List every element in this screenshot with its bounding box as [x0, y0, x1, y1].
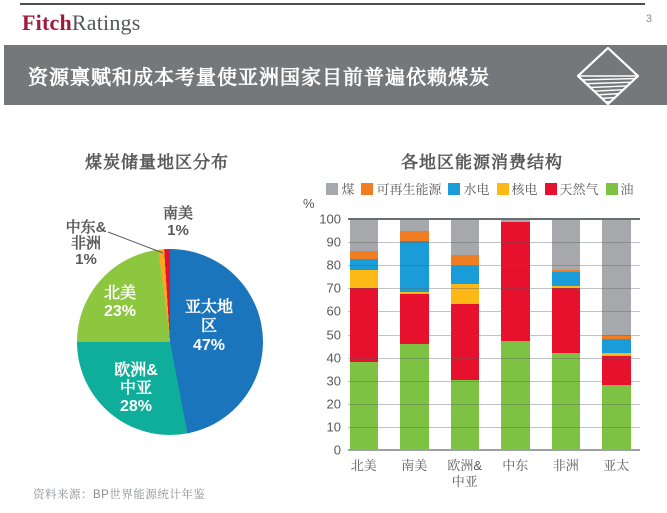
bar-segment-天然气	[400, 294, 429, 344]
legend-item-天然气	[545, 179, 599, 198]
y-tick-label-100: 100	[319, 211, 341, 227]
legend-item-水电	[448, 179, 489, 198]
grid-line-40	[348, 358, 640, 359]
bar-segment-油	[602, 385, 631, 450]
bar-chart-title: 各地区能源消费结构	[401, 153, 563, 172]
y-tick-label-70: 70	[326, 280, 341, 296]
bar-segment-天然气	[451, 304, 480, 379]
bar-segment-核电	[451, 284, 480, 305]
legend-item-核电	[497, 179, 538, 198]
bar-segment-核电	[602, 353, 631, 356]
pie-slice-label: 欧洲& 中亚 28%	[114, 362, 158, 415]
bar-segment-水电	[451, 266, 480, 283]
y-tick-label-80: 80	[326, 257, 341, 273]
x-category-label-非洲: 非洲	[552, 458, 579, 473]
bar-segment-可再生能源	[400, 231, 429, 241]
legend-item-可再生能源	[361, 179, 441, 198]
grid-line-50	[348, 335, 640, 336]
grid-line-60	[348, 311, 640, 312]
slide-title-bar	[4, 45, 667, 105]
source-note: 资料来源：BP世界能源统计年鉴	[33, 489, 206, 501]
legend-swatch-油	[606, 183, 618, 195]
pie-slice-label: 亚太地 区 47%	[184, 299, 234, 354]
legend-swatch-核电	[497, 183, 509, 195]
x-category-label-中东: 中东	[502, 458, 529, 473]
x-category-label-北美: 北美	[350, 458, 377, 473]
legend-label: 天然气	[559, 182, 599, 197]
grid-line-20	[348, 404, 640, 405]
bar-segment-煤	[400, 219, 429, 231]
bar-segment-煤	[602, 219, 631, 335]
legend-item-煤	[326, 179, 354, 198]
x-category-label-亚太: 亚太	[603, 458, 630, 473]
pie-slice-label: 北美 23%	[103, 285, 137, 320]
grid-line-90	[348, 242, 640, 243]
y-tick-label-90: 90	[326, 234, 341, 250]
bar-segment-水电	[400, 241, 429, 292]
y-tick-label-10: 10	[326, 419, 341, 435]
bar-segment-煤	[552, 219, 581, 270]
y-tick-label-20: 20	[326, 396, 341, 412]
slide-title: 资源禀赋和成本考量使亚洲国家目前普遍依赖煤炭	[28, 66, 490, 89]
y-tick-label-40: 40	[326, 350, 341, 366]
grid-line-30	[348, 381, 640, 382]
grid-line-100	[348, 218, 640, 220]
page-number: 3	[645, 13, 652, 25]
bar-segment-油	[400, 344, 429, 450]
coal-reserves-pie-chart	[77, 249, 263, 435]
fitch-diamond-icon	[577, 47, 639, 110]
y-tick-label-60: 60	[326, 303, 341, 319]
bar-segment-可再生能源	[552, 270, 581, 272]
legend-label: 煤	[341, 182, 355, 197]
grid-line-70	[348, 288, 640, 289]
legend-label: 水电	[463, 182, 490, 197]
logo-text-ratings: Ratings	[71, 10, 141, 35]
bar-segment-煤	[451, 219, 480, 255]
bar-segment-可再生能源	[350, 251, 379, 259]
grid-line-80	[348, 265, 640, 266]
y-tick-label-0: 0	[333, 442, 341, 458]
legend-label: 油	[620, 182, 634, 197]
legend-label: 核电	[511, 182, 538, 197]
logo-text-fitch: Fitch	[22, 10, 72, 35]
bar-segment-油	[350, 362, 379, 450]
legend-swatch-煤	[326, 183, 338, 195]
bar-segment-水电	[552, 272, 581, 286]
bar-segment-核电	[350, 270, 379, 288]
bar-segment-天然气	[552, 288, 581, 353]
energy-mix-bar-chart-plot	[348, 219, 640, 450]
legend-label: 可再生能源	[376, 182, 442, 197]
bar-segment-油	[451, 380, 480, 450]
bar-segment-核电	[400, 292, 429, 294]
bar-segment-油	[552, 353, 581, 450]
legend-swatch-水电	[448, 183, 460, 195]
bar-segment-天然气	[350, 288, 379, 362]
pie-slice-label: 南美 1%	[162, 205, 194, 239]
y-axis-unit-label: %	[303, 196, 315, 211]
legend-item-油	[606, 179, 634, 198]
top-divider-rule	[20, 3, 645, 5]
fitch-ratings-logo	[22, 10, 141, 36]
x-category-label-欧洲&中亚: 欧洲& 中亚	[447, 458, 483, 489]
bar-segment-天然气	[501, 222, 530, 341]
x-category-label-南美: 南美	[401, 458, 428, 473]
bar-segment-煤	[350, 219, 379, 251]
pie-chart-title: 煤炭储量地区分布	[85, 153, 229, 172]
pie-slice-label: 中东& 非洲 1%	[65, 219, 107, 268]
grid-line-10	[348, 427, 640, 428]
bar-chart-legend	[300, 179, 660, 198]
y-tick-label-30: 30	[326, 373, 341, 389]
bar-segment-水电	[602, 339, 631, 353]
legend-swatch-可再生能源	[361, 183, 373, 195]
grid-line-0	[348, 449, 640, 451]
legend-swatch-天然气	[545, 183, 557, 195]
y-tick-label-50: 50	[326, 327, 341, 342]
